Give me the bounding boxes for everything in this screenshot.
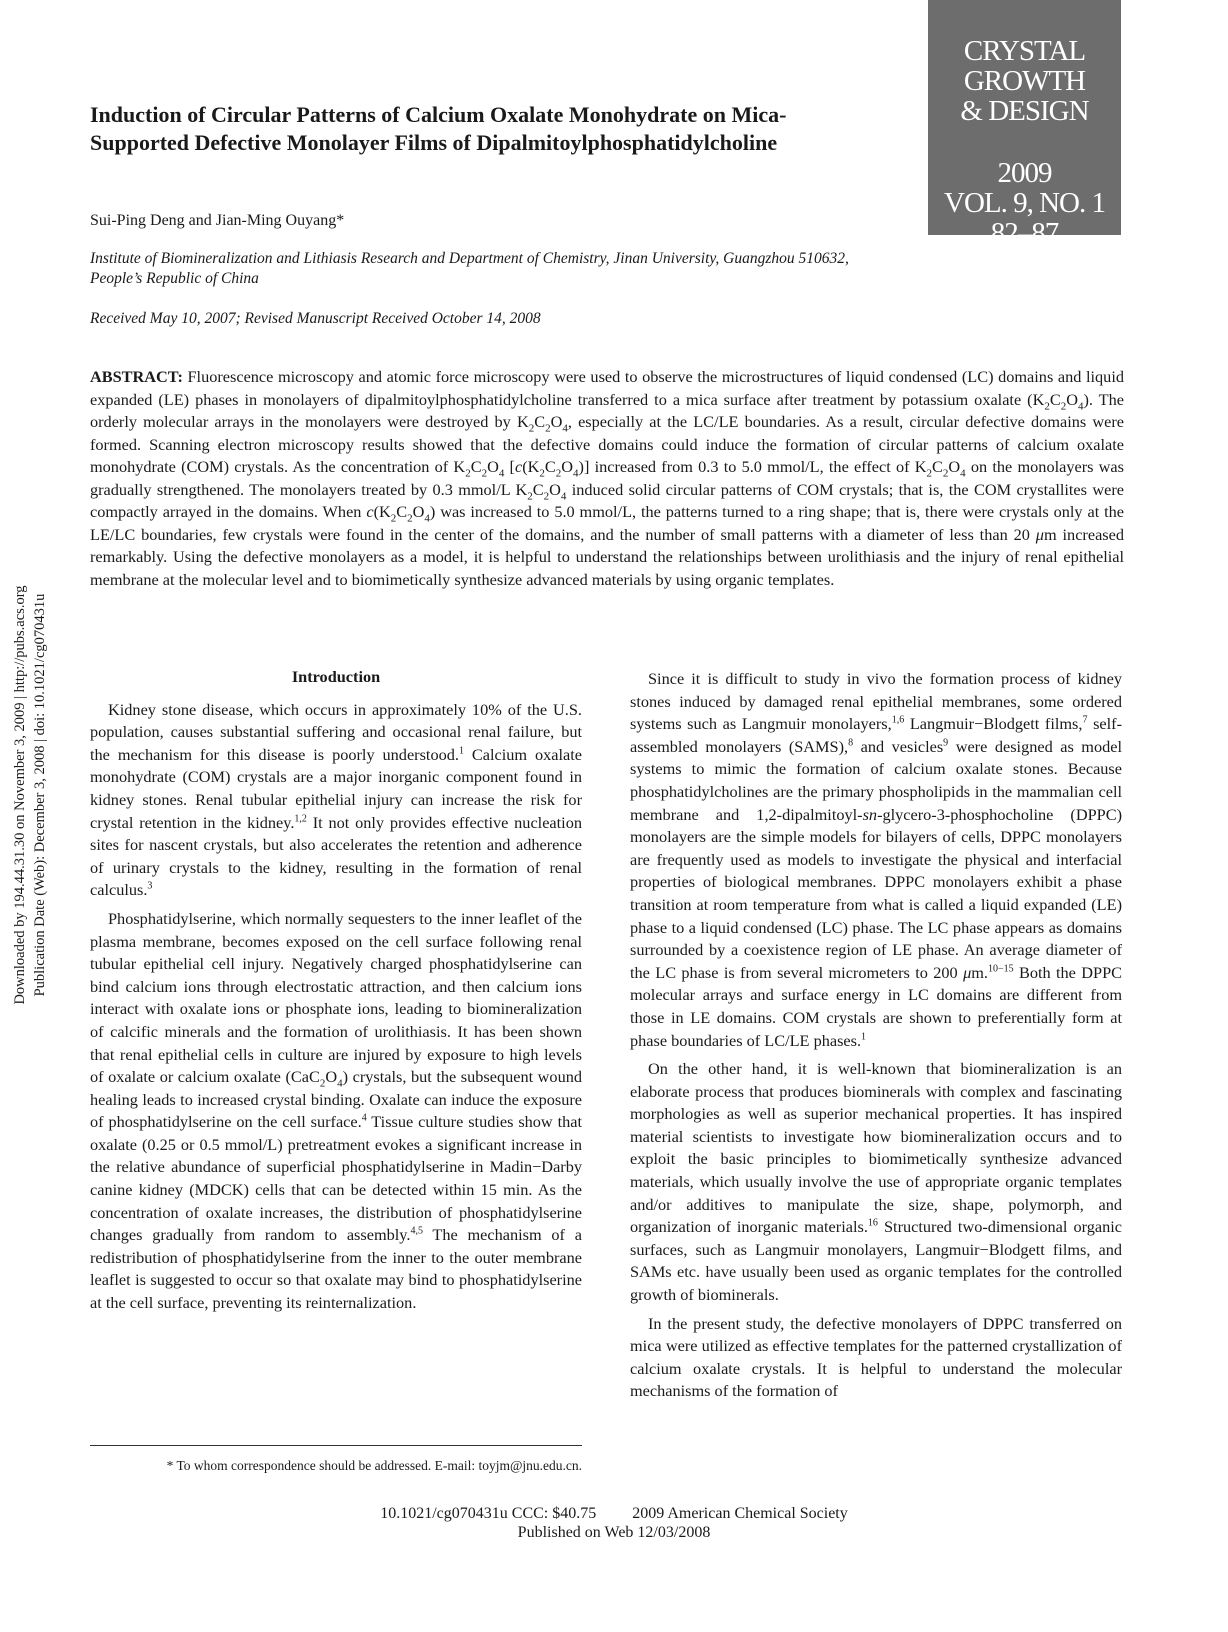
journal-badge	[928, 0, 1121, 249]
paragraph: Phosphatidylserine, which normally sequesters to the inner leaflet of the plasma membrane, becomes exposed on the cell surface following renal tubular epithelial cell injury. Negatively charged phosphatidylserine can bind calcium ions through electrostatic attraction, and then calcium ions interact with oxalate ions or phosphate ions, leading to biomineralization of calcific minerals and the formation of urolithiasis. It has been shown that renal epithelial cells in culture are injured by exposure to high levels of oxalate or calcium oxalate $(CaC_2O_4)$ crystals, but the subsequent wound healing leads to increased crystal binding. Oxalate can induce the exposure of phosphatidylserine on the cell surface.$^4$ Tissue culture studies show that oxalate (0.25 or 0.5 mmol/L) pretreatment evokes a significant increase in the relative abundance of superficial phosphatidylserine in Madin−Darby canine kidney (MDCK) cells that can be detected within 15 min. As the concentration of oxalate increases, the distribution of phosphatidylserine changes gradually from random to assembly.$^{4,5}$ The mechanism of a redistribution of phosphatidylserine from the inner to the outer membrane leaflet is suggested to occur so that oxalate may bind to phosphatidylserine at the cell surface, preventing its reinternalization.	[90, 908, 582, 1313]
abstract-label: ABSTRACT:	[90, 367, 183, 386]
publication-info: Publication Date (Web): December 3, 2008 | doi: 10.1021/cg070431u	[32, 593, 48, 997]
page-footer	[0, 1505, 1228, 1523]
paragraph: Kidney stone disease, which occurs in approximately 10% of the U.S. population, causes substantial suffering and occasional renal failure, but the mechanism for this disease is poorly understood.$^1$ Calcium oxalate monohydrate (COM) crystals are a major inorganic component found in kidney stones. Renal tubular epithelial injury can increase the risk for crystal retention in the kidney.$^{1,2}$ It not only provides effective nucleation sites for nascent crystals, but also accelerates the retention and adherence of urinary crystals to the kidney, resulting in the formation of renal calculus.$^3$	[90, 699, 583, 900]
journal-year: 2009	[997, 157, 1052, 189]
footnote-divider	[90, 1445, 582, 1446]
column-left	[90, 668, 582, 1321]
paragraph: In the present study, the defective monolayers of DPPC transferred on mica were utilized as effective templates for the patterned crystallization of calcium oxalate crystals. It is helpful to understand the molecular mechanisms of the formation of	[630, 1313, 1122, 1401]
download-info: Downloaded by 194.44.31.30 on November 3, 2009 | http://pubs.acs.org	[12, 585, 28, 1005]
journal-volume: VOL. 9, NO. 1	[944, 187, 1105, 219]
abstract: ABSTRACT: Fluorescence microscopy and atomic force microscopy were used to observe the microstructures of liquid condensed (LC) domains and liquid expanded (LE) phases in monolayers of dipalmitoylphosphatidylcholine transferred to a mica surface after treatment by potassium oxalate $(K_2C_2O_4)$. The orderly molecular arrays in the monolayers were destroyed by $K_2C_2O_4$, especially at the LC/LE boundaries. As a result, circular defective domains were formed. Scanning electron microscopy results showed that the defective domains could induce the formation of circular patterns of calcium oxalate monohydrate (COM) crystals. As the concentration of $K_2C_2O_4$ $[c(K_2C_2O_4)]$ increased from 0.3 to 5.0 mmol/L, the effect of $K_2C_2O_4$ on the monolayers was gradually strengthened. The monolayers treated by 0.3 mmol/L $K_2C_2O_4$ induced solid circular patterns of COM crystals; that is, the COM crystallites were compactly arrayed in the domains. When $c(K_2C_2O_4)$ was increased to 5.0 mmol/L, the patterns turned to a ring shape; that is, there were crystals only at the LE/LC boundaries, few crystals were found in the center of the domains, and the number of small patterns with a diameter of less than 20 μm increased remarkably. Using the defective monolayers as a model, it is helpful to understand the relationships between urolithiasis and the injury of renal epithelial membrane at the molecular level and to biomimetically synthesize advanced materials by using organic templates.	[90, 367, 1124, 589]
authors: Sui-Ping Deng and Jian-Ming Ouyang*	[90, 212, 345, 229]
section-heading-introduction: Introduction	[291, 667, 381, 686]
download-sidebar	[10, 495, 60, 1095]
paragraph: Since it is difficult to study in vivo the formation process of kidney stones induced by damaged renal epithelial membranes, some ordered systems such as Langmuir monolayers,$^{1,6}$ Langmuir−Blodgett films,$^7$ self-assembled monolayers (SAMS),$^8$ and vesicles$^9$ were designed as model systems to mimic the formation of calcium oxalate stones. Because phosphatidylcholines are the primary phospholipids in the mammalian cell membrane and 1,2-dipalmitoyl-sn-glycero-3-phosphocholine (DPPC) monolayers are the simple models for bilayers of cells, DPPC monolayers are frequently used as models to investigate the physical and interfacial properties of biological membranes. DPPC monolayers exhibit a phase transition at room temperature from what is called a liquid expanded (LE) phase to a liquid condensed (LC) phase. The LC phase appears as domains surrounded by a coexistence region of LE phase. An average diameter of the LC phase is from several micrometers to 200 μm.$^{10-15}$ Both the DPPC molecular arrays and surface energy in LC domains are different from those in LE domains. COM crystals are shown to preferentially form at phase boundaries of LC/LE phases.$^1$	[630, 669, 1123, 1050]
paper-title: Induction of Circular Patterns of Calcium Oxalate Monohydrate on Mica-Supported Defective Monolayer Films of Dipalmitoylphosphatidylcholine	[90, 102, 787, 155]
journal-pages: 82–87	[990, 217, 1059, 249]
copyright: 2009 American Chemical Society	[632, 1505, 848, 1522]
affiliation: Institute of Biomineralization and Lithiasis Research and Department of Chemistry, Jinan University, Guangzhou 510632, People’s Republic of China	[90, 250, 849, 287]
doi-price: 10.1021/cg070431u CCC: $40.75	[380, 1505, 597, 1522]
column-right	[630, 668, 1122, 1409]
paragraph: On the other hand, it is well-known that biomineralization is an elaborate process that produces biominerals with complex and fascinating morphologies as well as superior mechanical properties. It has inspired material scientists to investigate how biomineralization occurs and to exploit the basic principles to biomimetically synthesize advanced materials, which usually involve the use of appropriate organic templates and/or additives to manipulate the size, shape, polymorph, and organization of inorganic materials.$^{16}$ Structured two-dimensional organic surfaces, such as Langmuir monolayers, Langmuir−Blodgett films, and SAMs etc. have usually been used as organic templates for the controlled growth of biominerals.	[630, 1059, 1122, 1305]
received-dates: Received May 10, 2007; Revised Manuscript Received October 14, 2008	[90, 310, 541, 327]
journal-name: CRYSTAL GROWTH & DESIGN	[960, 35, 1089, 127]
footnote: * To whom correspondence should be addressed. E-mail: toyjm@jnu.edu.cn.	[166, 1458, 582, 1473]
publication-date: Published on Web 12/03/2008	[517, 1524, 711, 1541]
